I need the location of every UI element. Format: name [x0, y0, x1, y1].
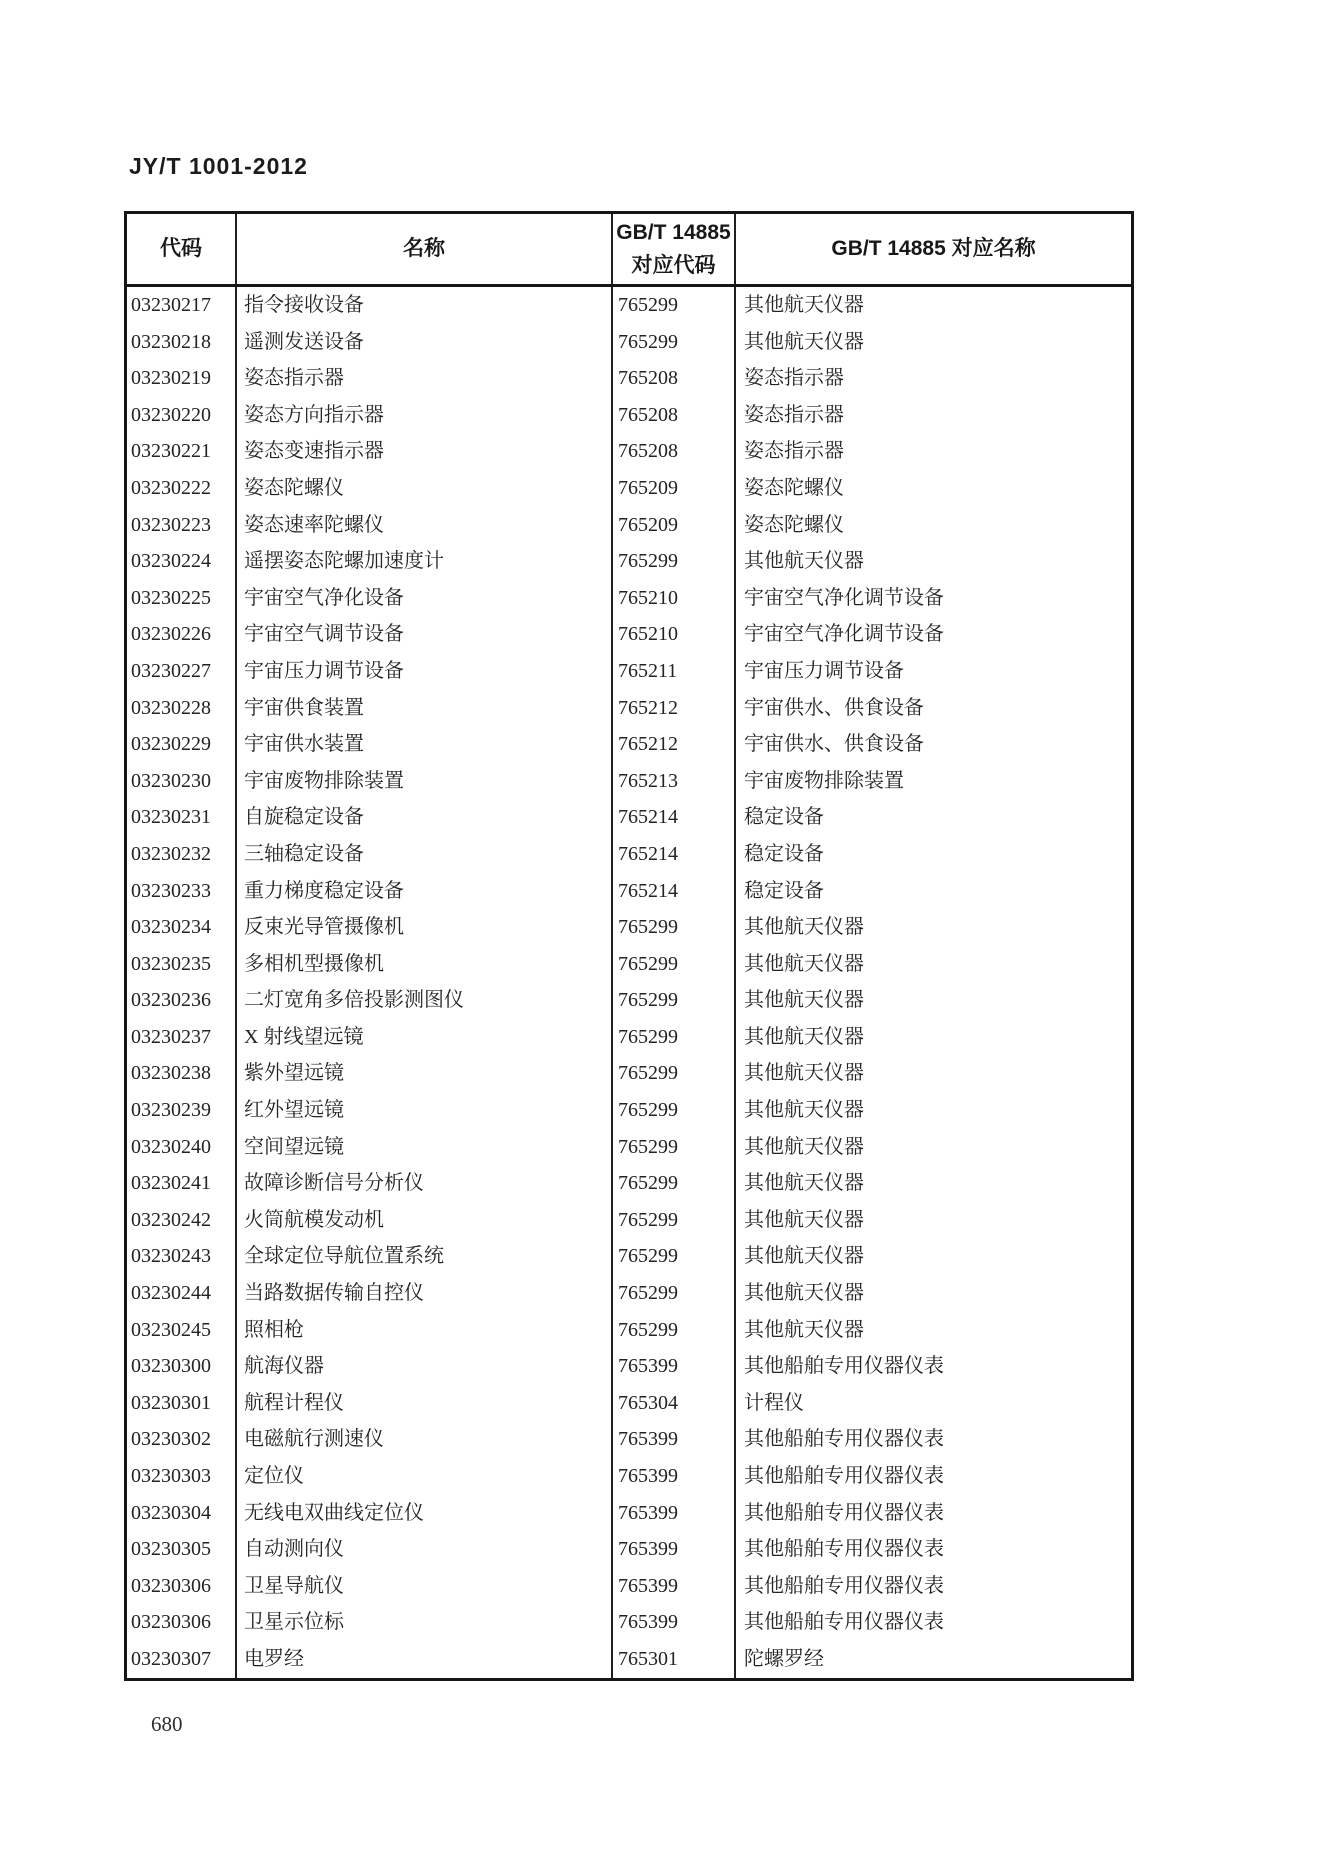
row-code: 03230305: [127, 1531, 237, 1568]
table-row: [127, 1458, 1131, 1495]
row-name: 定位仪: [237, 1458, 613, 1495]
row-name: 自动测向仪: [237, 1531, 613, 1568]
row-code: 03230224: [127, 543, 237, 580]
table-row: [127, 324, 1131, 361]
table-row: [127, 1165, 1131, 1202]
row-name: 卫星示位标: [237, 1604, 613, 1641]
table-row: [127, 799, 1131, 836]
row-gb-code: 765399: [613, 1458, 736, 1495]
row-gb-name: 其他航天仪器: [744, 1172, 864, 1195]
row-code: 03230242: [127, 1202, 237, 1239]
row-code: 03230234: [127, 909, 237, 946]
row-gb-name: 其他航天仪器: [744, 1208, 864, 1231]
row-gb-code: 765209: [613, 470, 736, 507]
row-gb-name: 姿态指示器: [744, 403, 844, 426]
row-gb-name: 其他船舶专用仪器仪表: [744, 1538, 944, 1561]
table-row: [127, 1385, 1131, 1422]
row-gb-name: 宇宙压力调节设备: [744, 659, 904, 682]
row-name: 重力梯度稳定设备: [237, 873, 613, 910]
table-row: [127, 1055, 1131, 1092]
row-name: 宇宙压力调节设备: [237, 653, 613, 690]
table-row: [127, 1202, 1131, 1239]
row-name: 姿态变速指示器: [237, 433, 613, 470]
row-code: 03230302: [127, 1421, 237, 1458]
row-name: 电磁航行测速仪: [237, 1421, 613, 1458]
row-name: 二灯宽角多倍投影测图仪: [237, 982, 613, 1019]
row-code: 03230239: [127, 1092, 237, 1129]
row-gb-name: 稳定设备: [744, 842, 824, 865]
row-gb-name: 其他航天仪器: [744, 1135, 864, 1158]
row-gb-code: 765299: [613, 324, 736, 361]
row-gb-code: 765399: [613, 1348, 736, 1385]
row-gb-code: 765212: [613, 726, 736, 763]
row-code: 03230228: [127, 690, 237, 727]
row-code: 03230236: [127, 982, 237, 1019]
row-name: 多相机型摄像机: [237, 946, 613, 983]
table-row: [127, 287, 1131, 324]
row-gb-name: 其他船舶专用仪器仪表: [744, 1574, 944, 1597]
table-row: [127, 507, 1131, 544]
row-gb-name: 陀螺罗经: [744, 1647, 824, 1670]
table-row: [127, 1641, 1131, 1678]
row-code: 03230231: [127, 799, 237, 836]
table-row: [127, 1092, 1131, 1129]
row-code: 03230303: [127, 1458, 237, 1495]
row-code: 03230218: [127, 324, 237, 361]
table-row: [127, 909, 1131, 946]
row-gb-name: 其他船舶专用仪器仪表: [744, 1611, 944, 1634]
header-name: 名称: [237, 214, 613, 284]
table-row: [127, 1275, 1131, 1312]
row-name: 全球定位导航位置系统: [237, 1238, 613, 1275]
row-code: 03230221: [127, 433, 237, 470]
row-name: 三轴稳定设备: [237, 836, 613, 873]
row-gb-name: 其他航天仪器: [744, 1025, 864, 1048]
table-row: [127, 1019, 1131, 1056]
row-gb-code: 765299: [613, 1055, 736, 1092]
table-row: [127, 1238, 1131, 1275]
row-code: 03230227: [127, 653, 237, 690]
header-gb-name: GB/T 14885 对应名称: [831, 237, 1036, 260]
page-number: 680: [151, 1712, 183, 1736]
row-gb-name: 宇宙废物排除装置: [744, 769, 904, 792]
row-gb-code: 765299: [613, 287, 736, 324]
row-gb-name: 其他航天仪器: [744, 1282, 864, 1305]
row-name: 姿态陀螺仪: [237, 470, 613, 507]
row-gb-name: 其他船舶专用仪器仪表: [744, 1465, 944, 1487]
row-code: 03230233: [127, 873, 237, 910]
standard-number-title: JY/T 1001-2012: [129, 153, 308, 179]
row-gb-code: 765214: [613, 799, 736, 836]
table-row: [127, 580, 1131, 617]
row-code: 03230304: [127, 1495, 237, 1532]
row-gb-code: 765399: [613, 1421, 736, 1458]
row-gb-name: 姿态指示器: [744, 440, 844, 463]
row-name: 指令接收设备: [237, 287, 613, 324]
row-name: 卫星导航仪: [237, 1568, 613, 1605]
row-gb-code: 765299: [613, 982, 736, 1019]
table-row: [127, 1348, 1131, 1385]
header-gb-code-line1: GB/T 14885: [616, 221, 731, 244]
row-name: 反束光导管摄像机: [237, 909, 613, 946]
row-gb-name: 其他航天仪器: [744, 550, 864, 573]
row-gb-name: 姿态陀螺仪: [744, 513, 844, 536]
row-code: 03230229: [127, 726, 237, 763]
row-gb-code: 765299: [613, 1129, 736, 1166]
row-code: 03230241: [127, 1165, 237, 1202]
row-gb-code: 765213: [613, 763, 736, 800]
row-gb-name: 宇宙空气净化调节设备: [744, 586, 944, 609]
row-code: 03230223: [127, 507, 237, 544]
table-row: [127, 1531, 1131, 1568]
row-name: 遥测发送设备: [237, 324, 613, 361]
table-row: [127, 1129, 1131, 1166]
row-name: 火筒航模发动机: [237, 1202, 613, 1239]
row-name: 当路数据传输自控仪: [237, 1275, 613, 1312]
row-gb-code: 765299: [613, 543, 736, 580]
row-gb-name: 宇宙供水、供食设备: [744, 733, 924, 756]
row-code: 03230225: [127, 580, 237, 617]
table-row: [127, 616, 1131, 653]
row-code: 03230219: [127, 360, 237, 397]
table-row: [127, 1421, 1131, 1458]
row-gb-code: 765214: [613, 836, 736, 873]
header-gb-code: [613, 214, 736, 284]
row-name: 电罗经: [237, 1641, 613, 1678]
row-gb-name: 计程仪: [744, 1391, 804, 1414]
row-gb-code: 765299: [613, 1092, 736, 1129]
row-code: 03230245: [127, 1312, 237, 1349]
row-code: 03230244: [127, 1275, 237, 1312]
row-gb-name: 其他航天仪器: [744, 330, 864, 353]
row-name: 宇宙空气净化设备: [237, 580, 613, 617]
row-gb-name: 其他航天仪器: [744, 1318, 864, 1341]
row-gb-code: 765209: [613, 507, 736, 544]
row-gb-name: 其他船舶专用仪器仪表: [744, 1501, 944, 1524]
row-gb-code: 765211: [613, 653, 736, 690]
row-gb-name: 姿态指示器: [744, 367, 844, 390]
row-gb-code: 765210: [613, 616, 736, 653]
row-name: 姿态方向指示器: [237, 397, 613, 434]
row-gb-code: 765208: [613, 433, 736, 470]
row-name: 宇宙供水装置: [237, 726, 613, 763]
table-row: [127, 982, 1131, 1019]
row-code: 03230220: [127, 397, 237, 434]
table-row: [127, 360, 1131, 397]
row-name: X 射线望远镜: [237, 1019, 613, 1056]
row-name: 遥摆姿态陀螺加速度计: [237, 543, 613, 580]
row-code: 03230237: [127, 1019, 237, 1056]
row-name: 无线电双曲线定位仪: [237, 1495, 613, 1532]
row-gb-code: 765299: [613, 1019, 736, 1056]
table-row: [127, 726, 1131, 763]
header-code: 代码: [127, 214, 237, 284]
row-name: 航程计程仪: [237, 1385, 613, 1422]
row-gb-name: 其他航天仪器: [744, 294, 864, 316]
row-gb-name: 其他船舶专用仪器仪表: [744, 1355, 944, 1378]
table-row: [127, 1604, 1131, 1641]
row-name: 自旋稳定设备: [237, 799, 613, 836]
table-row: [127, 763, 1131, 800]
row-gb-name: 稳定设备: [744, 879, 824, 902]
row-gb-code: 765399: [613, 1495, 736, 1532]
row-code: 03230226: [127, 616, 237, 653]
row-name: 紫外望远镜: [237, 1055, 613, 1092]
row-gb-code: 765399: [613, 1604, 736, 1641]
row-gb-code: 765210: [613, 580, 736, 617]
row-name: 宇宙空气调节设备: [237, 616, 613, 653]
row-name: 宇宙供食装置: [237, 690, 613, 727]
row-gb-name: 其他船舶专用仪器仪表: [744, 1428, 944, 1451]
row-code: 03230301: [127, 1385, 237, 1422]
row-gb-code: 765299: [613, 1275, 736, 1312]
row-name: 照相枪: [237, 1312, 613, 1349]
row-gb-code: 765299: [613, 1312, 736, 1349]
row-gb-code: 765214: [613, 873, 736, 910]
row-gb-code: 765299: [613, 1238, 736, 1275]
row-code: 03230235: [127, 946, 237, 983]
row-code: 03230232: [127, 836, 237, 873]
row-gb-name: 宇宙供水、供食设备: [744, 696, 924, 719]
row-code: 03230240: [127, 1129, 237, 1166]
table-row: [127, 946, 1131, 983]
row-code: 03230306: [127, 1604, 237, 1641]
table-row: [127, 873, 1131, 910]
row-code: 03230300: [127, 1348, 237, 1385]
row-name: 故障诊断信号分析仪: [237, 1165, 613, 1202]
row-gb-name: 稳定设备: [744, 806, 824, 829]
mapping-table: [124, 211, 1134, 1681]
row-code: 03230307: [127, 1641, 237, 1678]
row-gb-code: 765299: [613, 946, 736, 983]
row-code: 03230306: [127, 1568, 237, 1605]
row-gb-code: 765208: [613, 397, 736, 434]
row-name: 姿态速率陀螺仪: [237, 507, 613, 544]
row-code: 03230238: [127, 1055, 237, 1092]
table-row: [127, 1312, 1131, 1349]
row-name: 空间望远镜: [237, 1129, 613, 1166]
header-gb-code-line2: 对应代码: [631, 254, 716, 277]
row-gb-code: 765304: [613, 1385, 736, 1422]
row-gb-code: 765208: [613, 360, 736, 397]
row-name: 航海仪器: [237, 1348, 613, 1385]
table-header-row: [127, 214, 1131, 287]
table-row: [127, 1495, 1131, 1532]
row-name: 红外望远镜: [237, 1092, 613, 1129]
table-row: [127, 470, 1131, 507]
row-gb-code: 765399: [613, 1568, 736, 1605]
row-gb-name: 其他航天仪器: [744, 1062, 864, 1085]
table-row: [127, 653, 1131, 690]
table-row: [127, 1568, 1131, 1605]
table-row: [127, 433, 1131, 470]
row-gb-code: 765212: [613, 690, 736, 727]
row-gb-code: 765399: [613, 1531, 736, 1568]
row-gb-code: 765299: [613, 1202, 736, 1239]
row-code: 03230230: [127, 763, 237, 800]
row-gb-name: 其他航天仪器: [744, 989, 864, 1012]
row-gb-name: 宇宙空气净化调节设备: [744, 623, 944, 646]
row-gb-code: 765301: [613, 1641, 736, 1678]
row-name: 姿态指示器: [237, 360, 613, 397]
table-body: [127, 287, 1131, 1678]
row-code: 03230217: [127, 287, 237, 324]
row-code: 03230222: [127, 470, 237, 507]
row-gb-name: 其他航天仪器: [744, 1099, 864, 1122]
row-gb-code: 765299: [613, 909, 736, 946]
row-gb-name: 其他航天仪器: [744, 1245, 864, 1268]
table-row: [127, 543, 1131, 580]
table-row: [127, 836, 1131, 873]
table-row: [127, 397, 1131, 434]
row-gb-name: 姿态陀螺仪: [744, 476, 844, 499]
row-code: 03230243: [127, 1238, 237, 1275]
row-gb-code: 765299: [613, 1165, 736, 1202]
row-gb-name: 其他航天仪器: [744, 952, 864, 975]
row-name: 宇宙废物排除装置: [237, 763, 613, 800]
row-gb-name: 其他航天仪器: [744, 916, 864, 939]
table-row: [127, 690, 1131, 727]
